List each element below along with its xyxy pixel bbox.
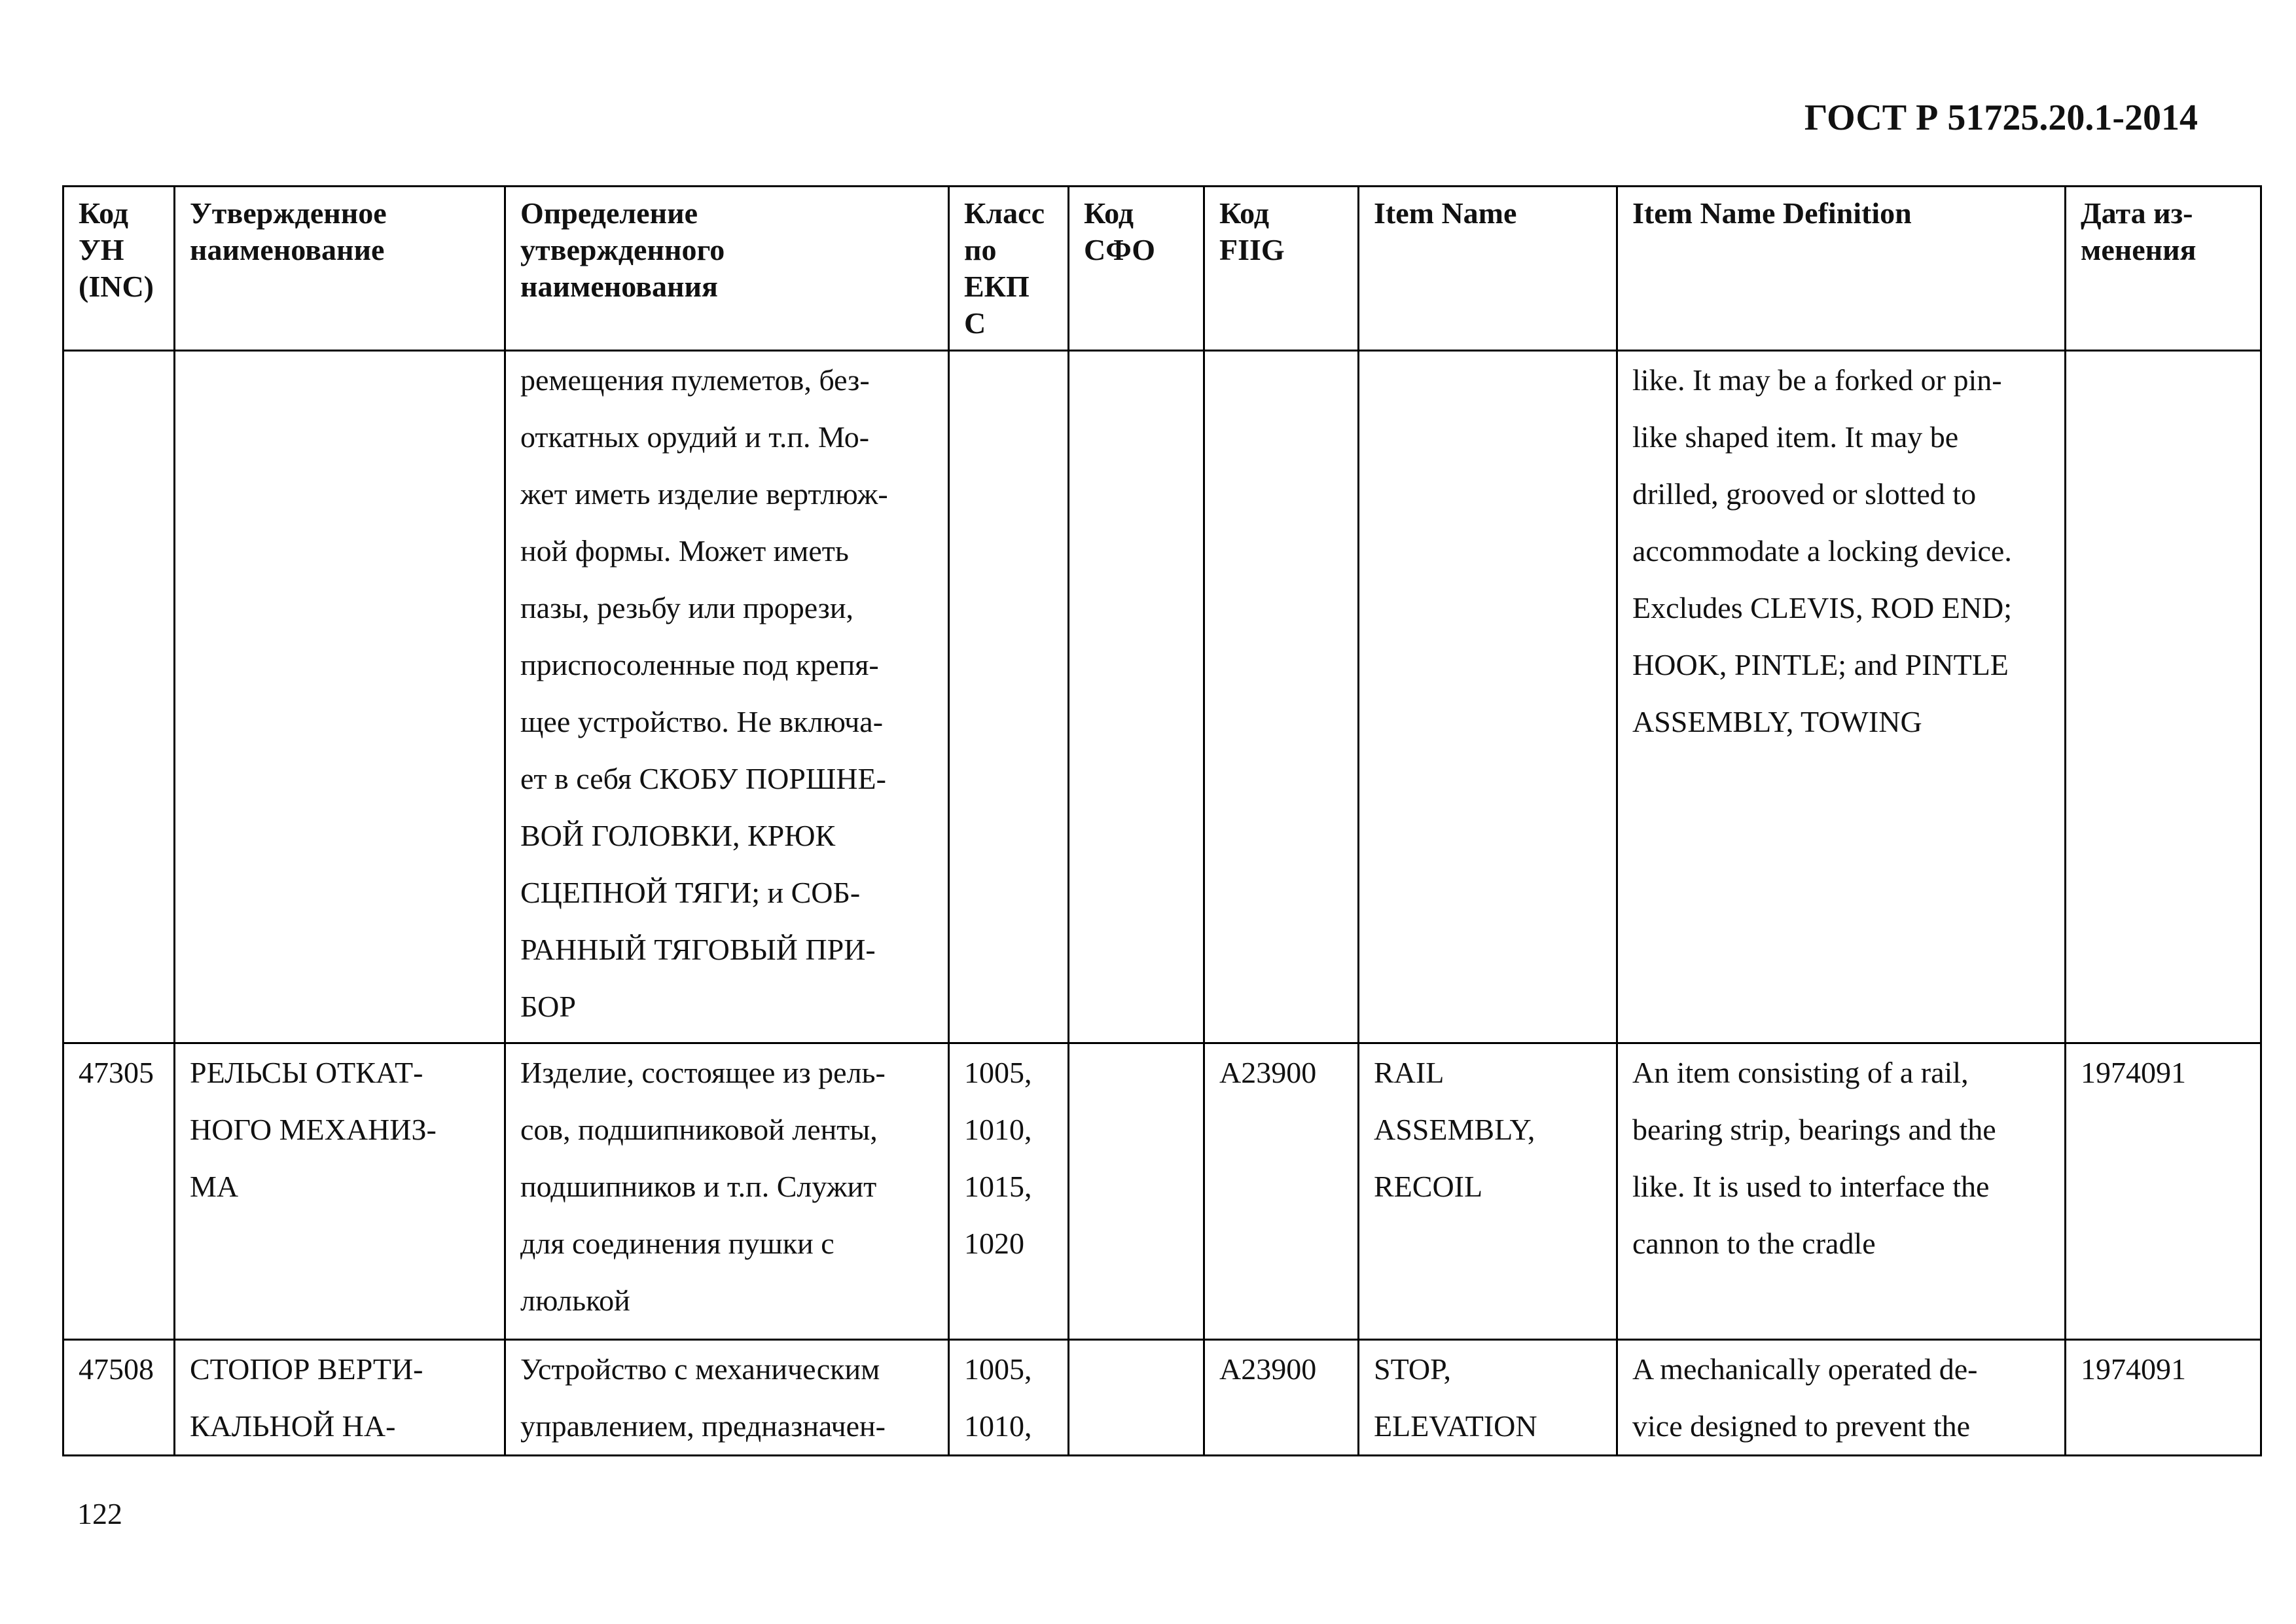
cell-text-line: (INC)	[79, 270, 154, 303]
cell-text-line: A23900	[1219, 1056, 1317, 1089]
item-name-cell	[1359, 1043, 1617, 1340]
cell-text-line: подшипников и т.п. Служит	[520, 1170, 877, 1203]
inc-cell	[63, 1043, 175, 1340]
cell-text-line: 47305	[79, 1056, 154, 1089]
fiig-cell	[1204, 1043, 1359, 1340]
cell-text-line: управлением, предназначен-	[520, 1409, 886, 1443]
cell-text-line: менения	[2081, 233, 2197, 266]
cell-text-line: СТОПОР ВЕРТИ-	[190, 1352, 423, 1386]
cell-text-line: STOP,	[1374, 1352, 1452, 1386]
cell-text-line: ет в себя СКОБУ ПОРШНЕ-	[520, 762, 886, 795]
change-date-cell: 1974091	[2066, 1043, 2261, 1340]
cell-text-line: щее устройство. Не включа-	[520, 705, 884, 738]
definition-cell	[505, 351, 949, 1043]
cell-text-line: Определение	[520, 196, 698, 230]
cell-text-line: С	[964, 306, 986, 340]
cell-text-line: like. It may be a forked or pin-	[1632, 363, 2002, 397]
class-cell	[949, 1043, 1069, 1340]
item-definition-cell	[1617, 351, 2066, 1043]
table-row	[63, 351, 2261, 1043]
column-header	[1069, 187, 1204, 351]
cell-text-line: 1010,	[964, 1409, 1032, 1443]
data-table	[62, 185, 2262, 1456]
cell-text-line: ремещения пулеметов, без-	[520, 363, 870, 397]
cell-text-line: bearing strip, bearings and the	[1632, 1113, 1996, 1146]
column-header	[1617, 187, 2066, 351]
change-date-cell	[2066, 351, 2261, 1043]
table-header-row	[63, 187, 2261, 351]
column-header	[175, 187, 505, 351]
cell-text-line: Класс	[964, 196, 1045, 230]
cell-text-line: жет иметь изделие вертлюж-	[520, 477, 888, 511]
item-name-cell	[1359, 351, 1617, 1043]
change-date-cell: 1974091	[2066, 1340, 2261, 1456]
cell-text-line: like shaped item. It may be	[1632, 420, 1959, 454]
document-code: ГОСТ Р 51725.20.1-2014	[1804, 98, 2198, 138]
cell-text-line: Excludes CLEVIS, ROD END;	[1632, 591, 2013, 624]
cell-text-line: accommodate a locking device.	[1632, 534, 2012, 568]
cell-text-line: КАЛЬНОЙ НА-	[190, 1409, 396, 1443]
definition-cell	[505, 1340, 949, 1456]
cell-text-line: RECOIL	[1374, 1170, 1483, 1203]
cell-text-line: наименования	[520, 270, 718, 303]
cell-text-line: HOOK, PINTLE; and PINTLE	[1632, 648, 2009, 681]
cell-text-line: Код	[1219, 196, 1270, 230]
cell-text-line: БОР	[520, 990, 576, 1023]
cell-text-line: Утвержденное	[190, 196, 387, 230]
approved-name-cell	[175, 351, 505, 1043]
cell-text-line: Устройство с механическим	[520, 1352, 880, 1386]
cell-text-line: 1005,	[964, 1056, 1032, 1089]
cell-text-line: наименование	[190, 233, 385, 266]
cell-text-line: СЦЕПНОЙ ТЯГИ; и СОБ-	[520, 876, 861, 909]
cell-text-line: сов, подшипниковой ленты,	[520, 1113, 878, 1146]
cell-text-line: СФО	[1084, 233, 1156, 266]
cell-text-line: утвержденного	[520, 233, 725, 266]
cell-text-line: ASSEMBLY, TOWING	[1632, 705, 1922, 738]
table-row	[63, 1043, 2261, 1340]
item-definition-cell	[1617, 1043, 2066, 1340]
cell-text-line: пазы, резьбу или прорези,	[520, 591, 853, 624]
cell-text-line: A23900	[1219, 1352, 1317, 1386]
cell-text-line: люлькой	[520, 1284, 630, 1317]
item-definition-cell	[1617, 1340, 2066, 1456]
sfo-cell	[1069, 1340, 1204, 1456]
cell-text-line: МА	[190, 1170, 239, 1203]
cell-text-line: ASSEMBLY,	[1374, 1113, 1535, 1146]
approved-name-cell	[175, 1043, 505, 1340]
cell-text-line: 47508	[79, 1352, 154, 1386]
cell-text-line: Код	[1084, 196, 1134, 230]
column-header	[1204, 187, 1359, 351]
cell-text-line: РАННЫЙ ТЯГОВЫЙ ПРИ-	[520, 933, 876, 966]
definition-cell	[505, 1043, 949, 1340]
sfo-cell	[1069, 351, 1204, 1043]
class-cell	[949, 351, 1069, 1043]
cell-text-line: 1020	[964, 1227, 1024, 1260]
item-name-cell	[1359, 1340, 1617, 1456]
cell-text-line: 1005,	[964, 1352, 1032, 1386]
column-header	[1359, 187, 1617, 351]
cell-text-line: ВОЙ ГОЛОВКИ, КРЮК	[520, 819, 836, 852]
fiig-cell	[1204, 1340, 1359, 1456]
cell-text-line: 1015,	[964, 1170, 1032, 1203]
cell-text-line: Дата из-	[2081, 196, 2193, 230]
class-cell	[949, 1340, 1069, 1456]
cell-text-line: drilled, grooved or slotted to	[1632, 477, 1977, 511]
column-header	[63, 187, 175, 351]
cell-text-line: ЕКП	[964, 270, 1030, 303]
cell-text-line: откатных орудий и т.п. Мо-	[520, 420, 870, 454]
cell-text-line: A mechanically operated de-	[1632, 1352, 1978, 1386]
cell-text-line: НОГО МЕХАНИЗ-	[190, 1113, 437, 1146]
cell-text-line: vice designed to prevent the	[1632, 1409, 1971, 1443]
cell-text-line: FIIG	[1219, 233, 1285, 266]
column-header	[2066, 187, 2261, 351]
inc-cell	[63, 351, 175, 1043]
cell-text-line: like. It is used to interface the	[1632, 1170, 1990, 1203]
cell-text-line: Изделие, состоящее из рель-	[520, 1056, 886, 1089]
cell-text-line: приспосоленные под крепя-	[520, 648, 879, 681]
column-header	[505, 187, 949, 351]
cell-text-line: Item Name	[1374, 196, 1517, 230]
cell-text-line: 1010,	[964, 1113, 1032, 1146]
table-row	[63, 1340, 2261, 1456]
cell-text-line: RAIL	[1374, 1056, 1444, 1089]
cell-text-line: УН	[79, 233, 124, 266]
fiig-cell	[1204, 351, 1359, 1043]
approved-name-cell	[175, 1340, 505, 1456]
sfo-cell	[1069, 1043, 1204, 1340]
cell-text-line: по	[964, 233, 997, 266]
column-header	[949, 187, 1069, 351]
inc-cell	[63, 1340, 175, 1456]
page-number: 122	[77, 1497, 122, 1530]
cell-text-line: РЕЛЬСЫ ОТКАТ-	[190, 1056, 423, 1089]
cell-text-line: cannon to the cradle	[1632, 1227, 1876, 1260]
cell-text-line: Код	[79, 196, 129, 230]
cell-text-line: для соединения пушки с	[520, 1227, 834, 1260]
cell-text-line: ELEVATION	[1374, 1409, 1537, 1443]
cell-text-line: Item Name Definition	[1632, 196, 1912, 230]
cell-text-line: ной формы. Может иметь	[520, 534, 849, 568]
cell-text-line: An item consisting of a rail,	[1632, 1056, 1969, 1089]
